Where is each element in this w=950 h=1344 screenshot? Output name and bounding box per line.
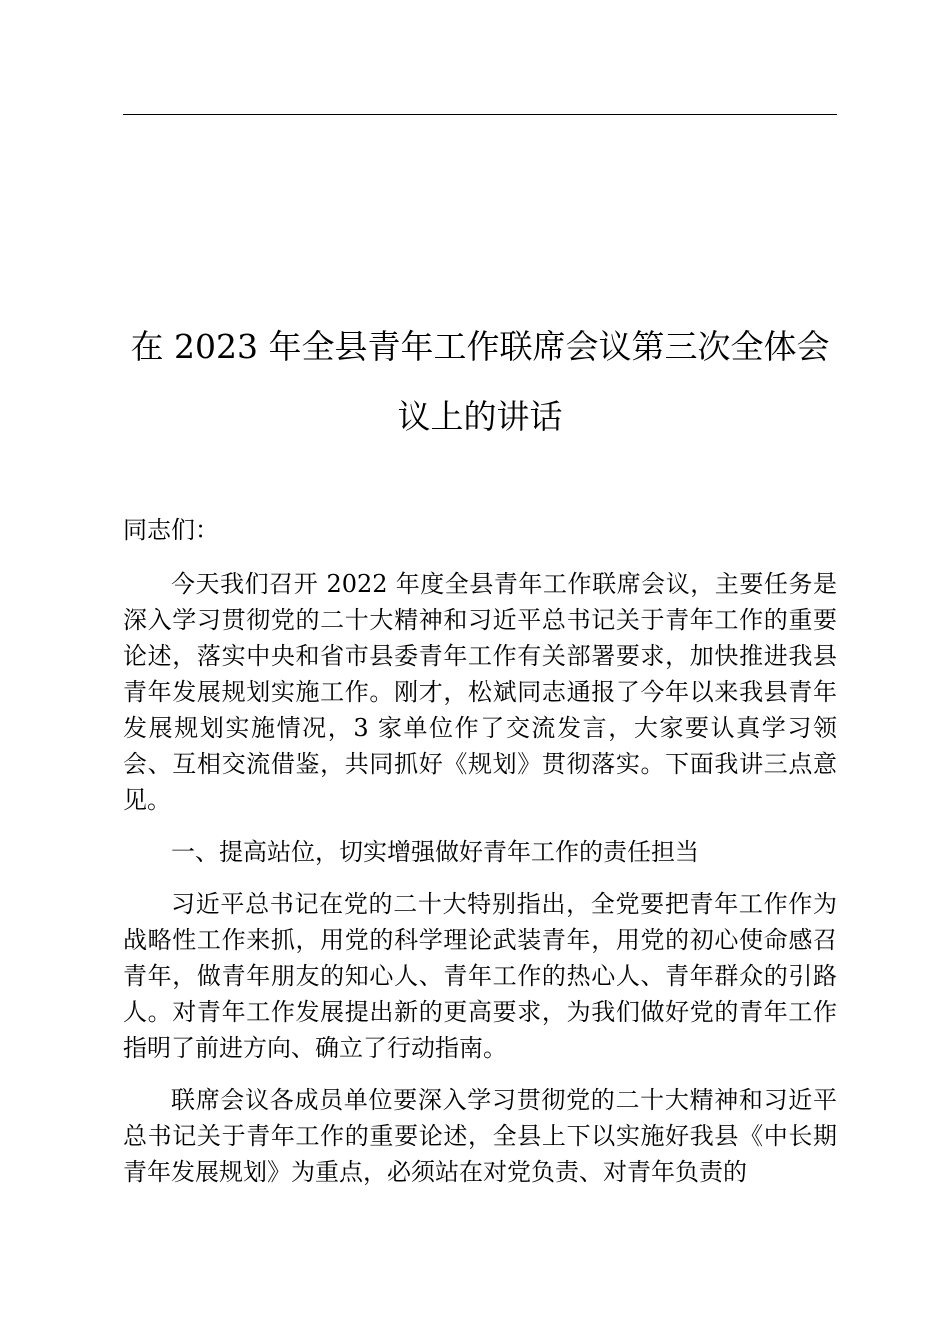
salutation: 同志们： [123,516,219,544]
paragraph-intro: 今天我们召开 2022 年度全县青年工作联席会议，主要任务是深入学习贯彻党的二十大精神和习近平总书记关于青年工作的重要论述，落实中央和省市县委青年工作有关部署要求，加快推进我县青年发展规划实施工作。刚才，松斌同志通报了今年以来我县青年发展规划实施情况，3 家单位作了交流发言，大家要认真学习领会、互相交流借鉴，共同抓好《规划》贯彻落实。下面我讲三点意见。 [123,570,837,814]
document-title: 在 2023 年全县青年工作联席会议第三次全体会议上的讲话 [130,327,830,436]
document-body [123,512,837,1206]
section-heading-1: 一、提高站位，切实增强做好青年工作的责任担当 [171,838,699,866]
header-rule [123,114,837,115]
paragraph-section-1-b: 联席会议各成员单位要深入学习贯彻党的二十大精神和习近平总书记关于青年工作的重要论述，全县上下以实施好我县《中长期青年发展规划》为重点，必须站在对党负责、对青年负责的 [123,1086,837,1186]
paragraph-section-1-a: 习近平总书记在党的二十大特别指出，全党要把青年工作作为战略性工作来抓，用党的科学理论武装青年，用党的初心使命感召青年，做青年朋友的知心人、青年工作的热心人、青年群众的引路人。对青年工作发展提出新的更高要求，为我们做好党的青年工作指明了前进方向、确立了行动指南。 [123,890,837,1062]
